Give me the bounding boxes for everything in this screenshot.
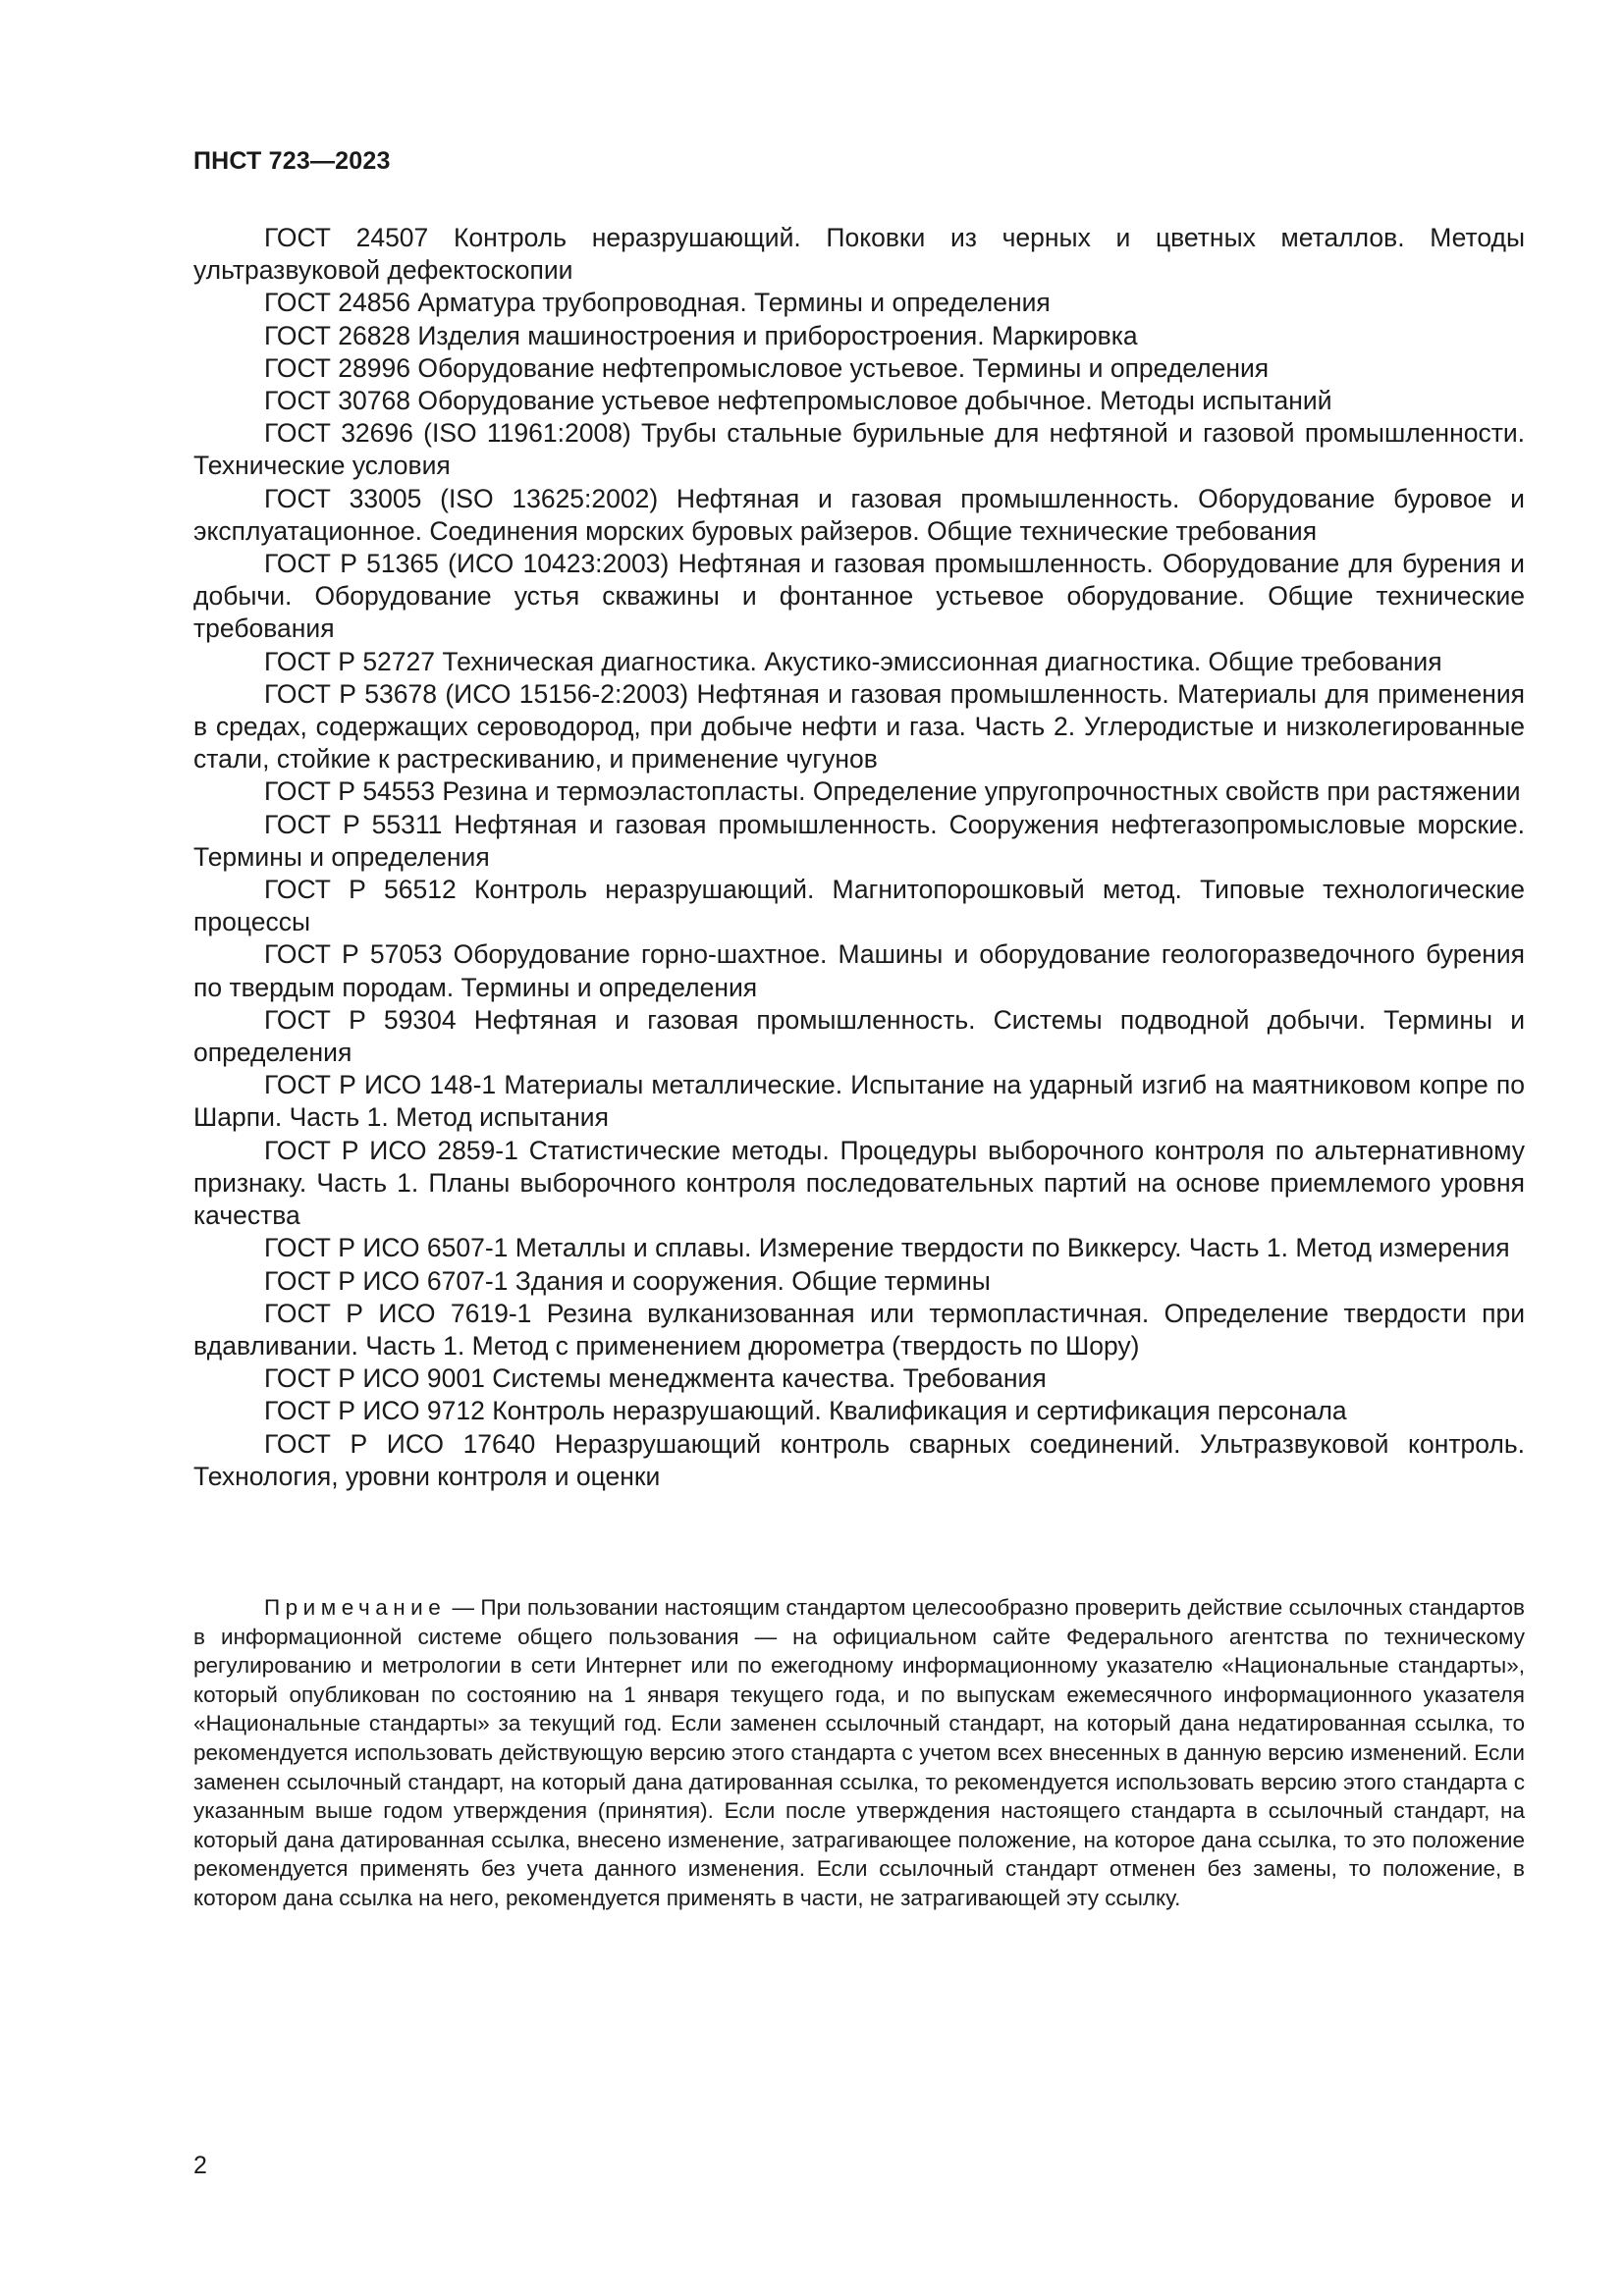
note-text: При пользовании настоящим стандартом целесообразно проверить действие ссылочных стандартов в информационной системе общего пользования — на официальном сайте Федерального агентства по техническому регулированию и метрологии в сети Интернет или по ежегодному информационному указателю «Национальные стандарты», который опубликован по состоянию на 1 января текущего года, и по выпускам ежемесячного информационного указателя «Национальные стандарты» за текущий год. Если заменен ссылочный стандарт, на который дана недатированная ссылка, то рекомендуется использовать действующую версию этого стандарта с учетом всех внесенных в данную версию изменений. Если заменен ссылочный стандарт, на который дана датированная ссылка, то рекомендуется использовать версию этого стандарта с указанным выше годом утверждения (принятия). Если после утверждения настоящего стандарта в ссылочный стандарт, на который дана датированная ссылка, внесено изменение, затрагивающее положение, на которое дана ссылка, то это положение рекомендуется применять без учета данного изменения. Если ссылочный стандарт отменен без замены, то положение, в котором дана ссылка на него, рекомендуется применять в части, не затрагивающей эту ссылку. — [193, 1595, 1525, 1910]
reference-item: ГОСТ Р ИСО 148-1 Материалы металлические. Испытание на ударный изгиб на маятниковом копре по Шарпи. Часть 1. Метод испытания — [193, 1070, 1525, 1133]
reference-item: ГОСТ Р 59304 Нефтяная и газовая промышленность. Системы подводной добычи. Термины и определения — [193, 1004, 1525, 1068]
reference-item: ГОСТ 32696 (ISO 11961:2008) Трубы стальные бурильные для нефтяной и газовой промышленности. Технические условия — [193, 418, 1525, 481]
reference-item: ГОСТ Р ИСО 2859-1 Статистические методы. Процедуры выборочного контроля по альтернативному признаку. Часть 1. Планы выборочного контроля последовательных партий на основе приемлемого уровня качества — [193, 1135, 1525, 1231]
references-note — [193, 1593, 1525, 1913]
reference-item: ГОСТ Р 53678 (ИСО 15156-2:2003) Нефтяная и газовая промышленность. Материалы для применения в средах, содержащих сероводород, при добыче нефти и газа. Часть 2. Углеродистые и низколегированные стали, стойкие к растрескиванию, и применение чугунов — [193, 678, 1525, 774]
reference-item: ГОСТ 24507 Контроль неразрушающий. Поковки из черных и цветных металлов. Методы ультразвуковой дефектоскопии — [193, 223, 1525, 286]
reference-item: ГОСТ Р 56512 Контроль неразрушающий. Магнитопорошковый метод. Типовые технологические процессы — [193, 875, 1525, 937]
reference-item: ГОСТ Р ИСО 6707-1 Здания и сооружения. Общие термины — [264, 1265, 991, 1296]
page-number: 2 — [193, 2152, 207, 2179]
reference-item: ГОСТ Р ИСО 6507-1 Металлы и сплавы. Измерение твердости по Виккерсу. Часть 1. Метод измерения — [264, 1233, 1510, 1263]
reference-item: ГОСТ Р 54553 Резина и термоэластопласты. Определение упругопрочностных свойств при растяжении — [264, 776, 1521, 807]
reference-item: ГОСТ Р 51365 (ИСО 10423:2003) Нефтяная и газовая промышленность. Оборудование для бурения и добычи. Оборудование устья скважины и фонтанное устьевое оборудование. Общие технические требования — [193, 549, 1525, 644]
reference-item: ГОСТ Р 52727 Техническая диагностика. Акустико-эмиссионная диагностика. Общие требования — [264, 646, 1442, 676]
reference-item: ГОСТ 33005 (ISO 13625:2002) Нефтяная и газовая промышленность. Оборудование буровое и эксплуатационное. Соединения морских буровых райзеров. Общие технические требования — [193, 483, 1525, 546]
note-label: Примечание — [264, 1595, 447, 1620]
reference-item: ГОСТ Р ИСО 9712 Контроль неразрушающий. Квалификация и сертификация персонала — [264, 1396, 1347, 1426]
normative-references-list — [193, 222, 1525, 1493]
reference-item: ГОСТ Р 55311 Нефтяная и газовая промышленность. Сооружения нефтегазопромысловые морские. Термины и определения — [193, 809, 1525, 872]
reference-item: ГОСТ 28996 Оборудование нефтепромысловое устьевое. Термины и определения — [264, 352, 1270, 383]
reference-item: ГОСТ Р ИСО 9001 Системы менеджмента качества. Требования — [264, 1363, 1047, 1394]
reference-item: ГОСТ 30768 Оборудование устьевое нефтепромысловое добычное. Методы испытаний — [264, 386, 1332, 416]
reference-item: ГОСТ Р ИСО 17640 Неразрушающий контроль сварных соединений. Ультразвуковой контроль. Технология, уровни контроля и оценки — [193, 1428, 1525, 1491]
note-dash: — — [446, 1595, 481, 1620]
reference-item: ГОСТ Р ИСО 7619-1 Резина вулканизованная или термопластичная. Определение твердости при вдавливании. Часть 1. Метод с применением дюрометра (твердость по Шору) — [193, 1298, 1525, 1361]
reference-item: ГОСТ 26828 Изделия машиностроения и приборостроения. Маркировка — [264, 320, 1138, 350]
document-code-header: ПНСТ 723—2023 — [193, 147, 391, 175]
reference-item: ГОСТ 24856 Арматура трубопроводная. Термины и определения — [264, 288, 1051, 318]
reference-item: ГОСТ Р 57053 Оборудование горно-шахтное. Машины и оборудование геологоразведочного бурения по твердым породам. Термины и определения — [193, 939, 1525, 1002]
